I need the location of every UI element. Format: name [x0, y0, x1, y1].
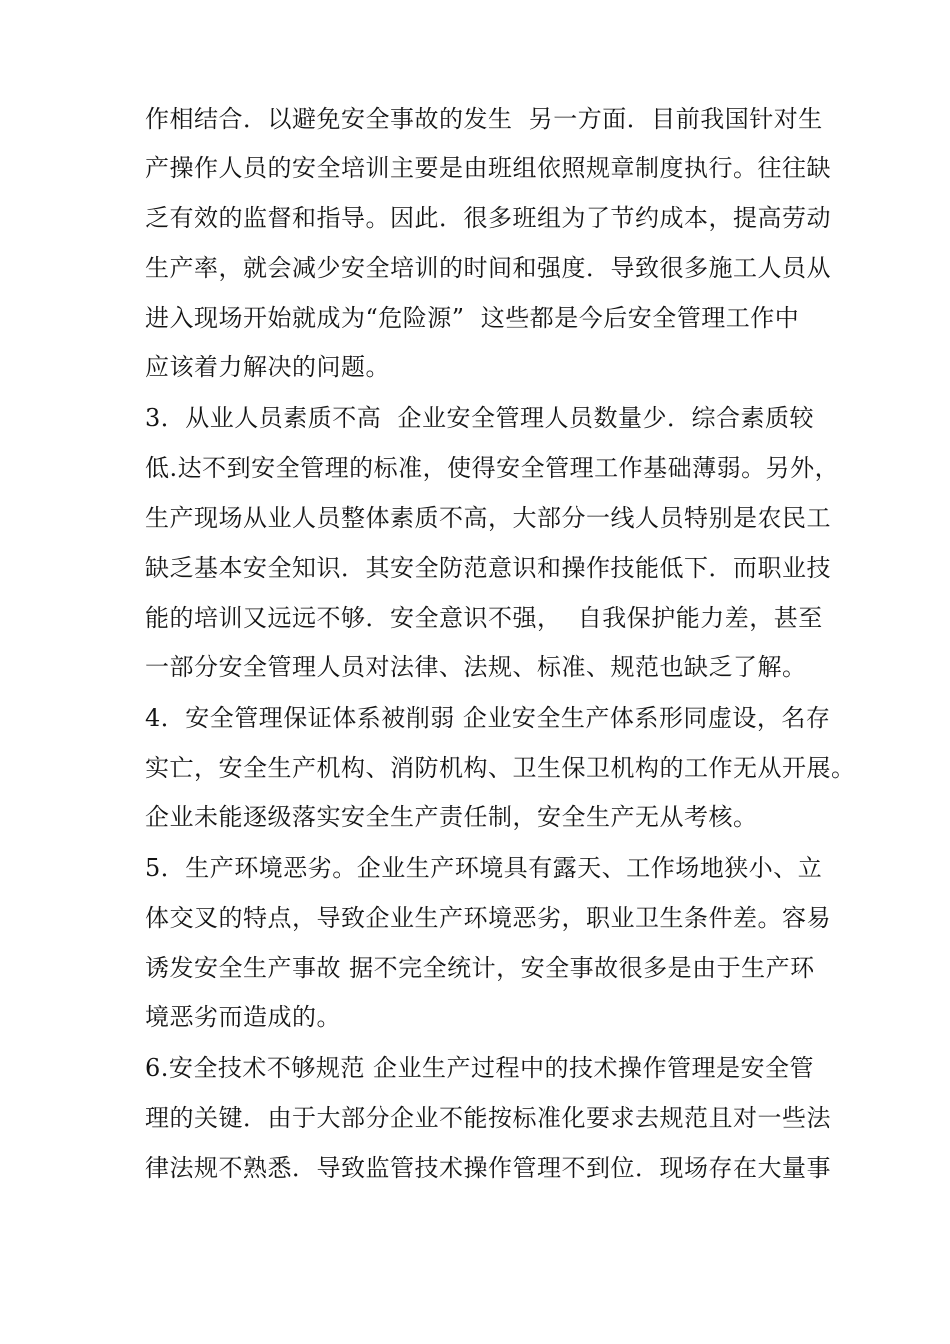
text-line: 一部分安全管理人员对法律、法规、标准、规范也缺乏了解。 — [145, 653, 807, 681]
text-line: 诱发安全生产事故 据不完全统计，安全事故很多是由于生产环 — [145, 954, 815, 982]
text-line: 企业未能逐级落实安全生产责任制，安全生产无从考核。 — [145, 803, 758, 831]
text-line: 4．安全管理保证体系被削弱 企业安全生产体系形同虚设，名存 — [145, 704, 831, 732]
text-line: 应该着力解决的问题。 — [145, 353, 390, 381]
text-line: 3．从业人员素质不高 企业安全管理人员数量少．综合素质较 — [145, 404, 815, 432]
text-line: 产操作人员的安全培训主要是由班组依照规章制度执行。往往缺 — [145, 154, 831, 182]
text-line: 能的培训又远远不够．安全意识不强， 自我保护能力差，甚至 — [145, 604, 823, 632]
text-line: 作相结合．以避免安全事故的发生 另一方面．目前我国针对生 — [145, 105, 823, 133]
text-line: 低.达不到安全管理的标准，使得安全管理工作基础薄弱。另外， — [145, 454, 840, 482]
text-line: 理的关键．由于大部分企业不能按标准化要求去规范且对一些法 — [145, 1104, 831, 1132]
text-line: 实亡，安全生产机构、消防机构、卫生保卫机构的工作无从开展。 — [145, 754, 856, 782]
text-line: 体交叉的特点，导致企业生产环境恶劣，职业卫生条件差。容易 — [145, 904, 831, 932]
text-line: 进入现场开始就成为“危险源” 这些都是今后安全管理工作中 — [145, 304, 800, 332]
text-line: 乏有效的监督和指导。因此．很多班组为了节约成本，提高劳动 — [145, 204, 831, 232]
text-line: 5．生产环境恶劣。企业生产环境具有露天、工作场地狭小、立 — [145, 854, 823, 882]
text-line: 生产率，就会减少安全培训的时间和强度．导致很多施工人员从 — [145, 254, 831, 282]
text-line: 6.安全技术不够规范 企业生产过程中的技术操作管理是安全管 — [145, 1054, 815, 1082]
text-line: 境恶劣而造成的。 — [145, 1003, 341, 1031]
text-line: 律法规不熟悉．导致监管技术操作管理不到位．现场存在大量事 — [145, 1154, 831, 1182]
text-line: 生产现场从业人员整体素质不高，大部分一线人员特别是农民工 — [145, 504, 831, 532]
text-line: 缺乏基本安全知识．其安全防范意识和操作技能低下．而职业技 — [145, 554, 831, 582]
